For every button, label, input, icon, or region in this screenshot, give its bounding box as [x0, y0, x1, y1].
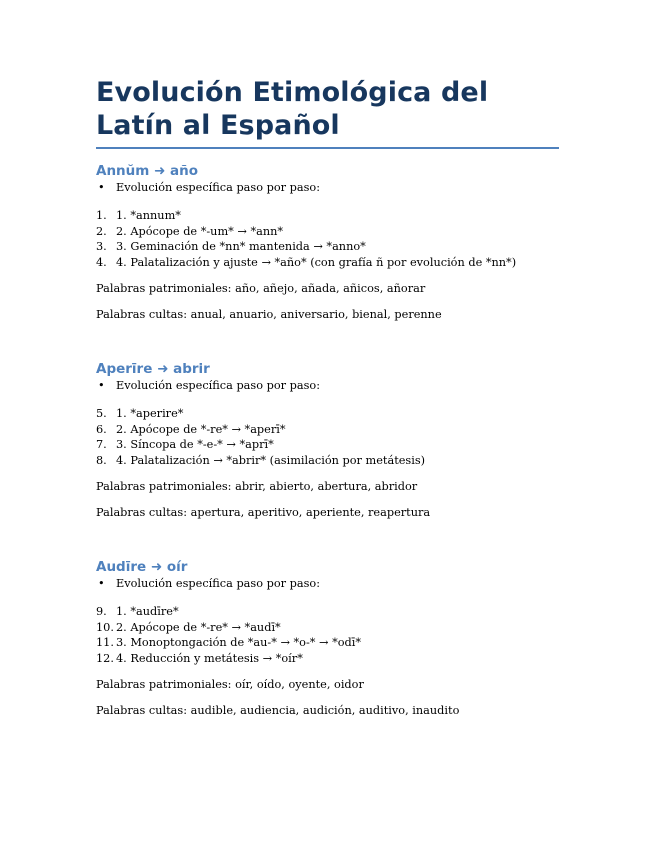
- list-number: 5.: [96, 407, 107, 420]
- bullet-item: [96, 180, 559, 196]
- section-aperire: [96, 360, 559, 521]
- list-item: [96, 453, 559, 469]
- section-heading: Aperīre ➜ abrir: [96, 361, 210, 377]
- list-text: 2. Apócope de *-um* → *ann*: [116, 224, 284, 238]
- list-number: 2.: [96, 224, 107, 238]
- list-item: [96, 437, 559, 453]
- learned-words: Palabras cultas: apertura, aperitivo, aperiente, reapertura: [96, 506, 431, 519]
- bullet-text: Evolución específica paso por paso:: [116, 379, 321, 392]
- list-item: [96, 651, 559, 667]
- list-number: 11.: [96, 636, 114, 649]
- list-item: [96, 406, 559, 422]
- list-number: 1.: [96, 209, 107, 222]
- list-number: 9.: [96, 605, 107, 618]
- step-list: [96, 208, 559, 270]
- list-text: 3. Síncopa de *-e-* → *aprī*: [116, 438, 274, 451]
- list-item: [96, 224, 559, 240]
- bullet-icon: •: [98, 379, 105, 392]
- list-item: [96, 208, 559, 224]
- list-item: [96, 635, 559, 651]
- list-text: 3. Monoptongación de *au-* → *o-* → *odī*: [116, 636, 362, 649]
- list-number: 8.: [96, 453, 107, 467]
- list-text: 4. Palatalización y ajuste → *año* (con grafía ñ por evolución de *nn*): [116, 255, 517, 269]
- bullet-icon: •: [98, 577, 105, 590]
- list-number: 6.: [96, 422, 107, 436]
- bullet-text: Evolución específica paso por paso:: [116, 181, 321, 194]
- patrimonial-words: Palabras patrimoniales: año, añejo, añada, añicos, añorar: [96, 282, 426, 295]
- section-heading: Audīre ➜ oír: [96, 559, 188, 575]
- list-text: 2. Apócope de *-re* → *aperī*: [116, 422, 286, 436]
- list-item: [96, 620, 559, 636]
- list-text: 1. *audīre*: [116, 605, 179, 618]
- bullet-text: Evolución específica paso por paso:: [116, 577, 321, 590]
- document-page: [96, 76, 559, 717]
- list-item: [96, 255, 559, 271]
- patrimonial-words: Palabras patrimoniales: oír, oído, oyente, oidor: [96, 678, 364, 691]
- list-number: 7.: [96, 438, 107, 451]
- step-list: [96, 406, 559, 468]
- list-item: [96, 604, 559, 620]
- bullet-item: [96, 576, 559, 592]
- list-number: 10.: [96, 620, 114, 634]
- list-text: 3. Geminación de *nn* mantenida → *anno*: [116, 240, 366, 253]
- list-text: 4. Reducción y metátesis → *oír*: [116, 651, 303, 665]
- list-text: 1. *annum*: [116, 209, 181, 222]
- bullet-item: [96, 378, 559, 394]
- step-list: [96, 604, 559, 666]
- bullet-icon: •: [98, 181, 105, 194]
- list-item: [96, 422, 559, 438]
- list-text: 2. Apócope de *-re* → *audī*: [116, 620, 281, 634]
- learned-words: Palabras cultas: anual, anuario, aniversario, bienal, perenne: [96, 308, 442, 321]
- list-text: 1. *aperire*: [116, 407, 184, 420]
- document-title: Evolución Etimológica del Latín al Español: [96, 76, 559, 149]
- section-audire: [96, 558, 559, 719]
- list-text: 4. Palatalización → *abrir* (asimilación por metátesis): [116, 453, 426, 467]
- list-number: 3.: [96, 240, 107, 253]
- patrimonial-words: Palabras patrimoniales: abrir, abierto, abertura, abridor: [96, 480, 418, 493]
- section-annum: [96, 162, 559, 323]
- list-item: [96, 239, 559, 255]
- learned-words: Palabras cultas: audible, audiencia, audición, auditivo, inaudito: [96, 704, 460, 717]
- section-heading: Annŭm ➜ año: [96, 163, 199, 179]
- list-number: 4.: [96, 255, 107, 269]
- list-number: 12.: [96, 651, 114, 665]
